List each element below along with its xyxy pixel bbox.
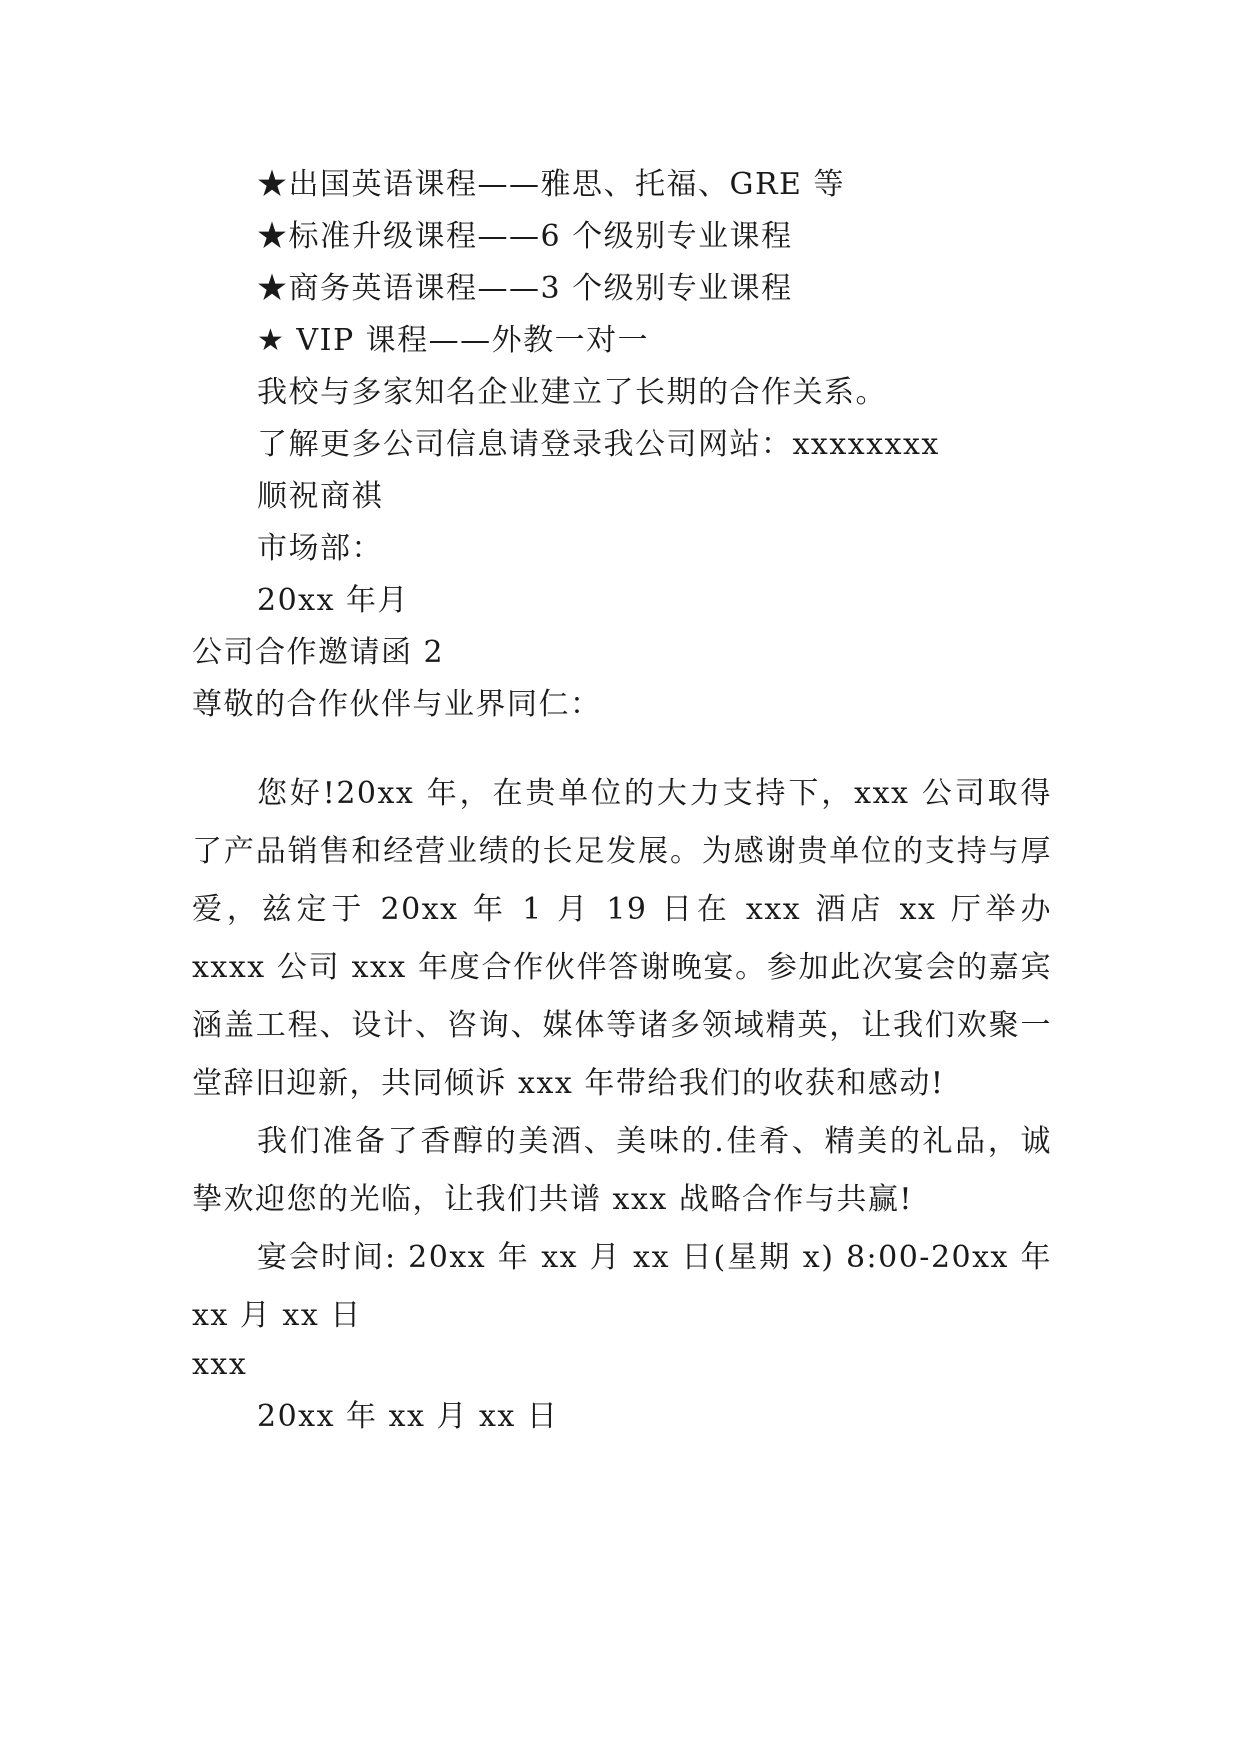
course-item-4: ★ VIP 课程——外教一对一 bbox=[257, 323, 650, 358]
closing-text: 顺祝商祺 bbox=[257, 479, 383, 514]
letter2-sender: xxx bbox=[192, 1347, 248, 1382]
course-item-1: ★出国英语课程——雅思、托福、GRE 等 bbox=[257, 167, 845, 202]
letter1-date: 20xx 年月 bbox=[257, 583, 410, 618]
letter2-date: 20xx 年 xx 月 xx 日 bbox=[257, 1399, 559, 1434]
course-item-2: ★标准升级课程——6 个级别专业课程 bbox=[257, 219, 793, 254]
letter2-paragraph-3: 宴会时间: 20xx 年 xx 月 xx 日(星期 x) 8:00-20xx 年 xx 月 xx 日 bbox=[192, 1240, 1052, 1333]
course-item-3: ★商务英语课程——3 个级别专业课程 bbox=[257, 271, 793, 306]
letter2-paragraph-1: 您好!20xx 年，在贵单位的大力支持下，xxx 公司取得了产品销售和经营业绩的长足发展。为感谢贵单位的支持与厚爱，兹定于 20xx 年 1 月 19 日在 xxx 酒店 xx 厅举办 xxxx 公司 xxx 年度合作伙伴答谢晚宴。参加此次宴会的嘉宾涵盖工程、设计、咨询、媒体等诸多领域精英，让我们欢聚一堂辞旧迎新，共同倾诉 xxx 年带给我们的收获和感动! bbox=[192, 776, 1052, 1101]
signature-text: 市场部： bbox=[257, 531, 383, 566]
letter2-title: 公司合作邀请函 2 bbox=[192, 635, 445, 670]
cooperation-text: 我校与多家知名企业建立了长期的合作关系。 bbox=[257, 375, 887, 410]
website-text: 了解更多公司信息请登录我公司网站：xxxxxxxx bbox=[257, 427, 940, 462]
letter2-paragraph-2: 我们准备了香醇的美酒、美味的.佳肴、精美的礼品，诚挚欢迎您的光临，让我们共谱 xxx 战略合作与共赢! bbox=[192, 1124, 1052, 1217]
letter2-salutation: 尊敬的合作伙伴与业界同仁： bbox=[192, 687, 602, 722]
